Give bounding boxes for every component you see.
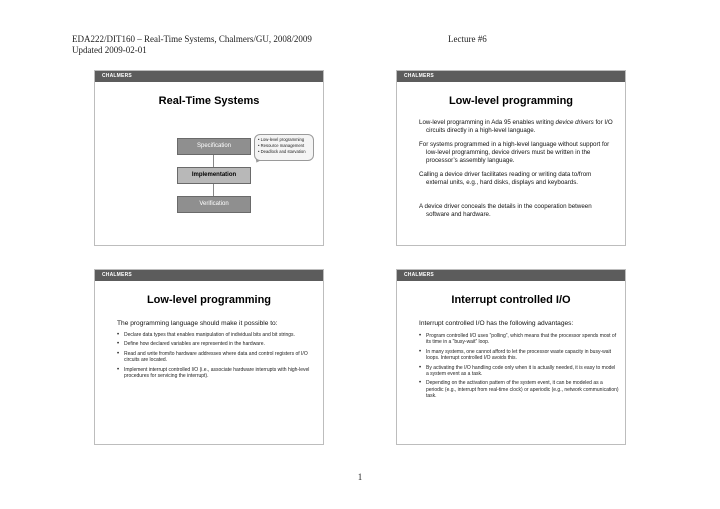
- bullet-list: [117, 332, 317, 382]
- bullet-list: [419, 333, 619, 403]
- list-item: • Define how declared variables are represented in the hardware.: [117, 341, 317, 347]
- text-run: for I/O circuits directly in a high-level language.: [426, 119, 613, 135]
- slide-title: Real-Time Systems: [158, 95, 260, 107]
- brand-logo: CHALMERS: [404, 73, 434, 79]
- paragraph: [419, 119, 615, 135]
- phase-verification: Verification: [177, 196, 251, 213]
- intro-text: The programming language should make it possible to:: [117, 320, 278, 327]
- list-item: • Depending on the activation pattern of the system event, it can be modeled as a periodic (e.g., interrupt from real-time clock) or aperiodic (e.g., network communication) task.: [419, 380, 619, 399]
- callout-item: • Low-level programming: [258, 137, 305, 142]
- slide-header-bar: [95, 71, 323, 82]
- text-emphasis: device drivers: [555, 119, 594, 126]
- slide-1: [94, 70, 324, 246]
- phase-specification: Specification: [177, 138, 251, 155]
- page-header: [72, 34, 312, 56]
- list-item: • Program controlled I/O uses “polling”, which means that the processor spends most of its time in a “busy-wait” loop.: [419, 333, 619, 346]
- slide-header-bar: [95, 270, 323, 281]
- page-number: 1: [357, 472, 363, 482]
- slide-2: [396, 70, 626, 246]
- callout-item: • Resource management: [258, 143, 305, 148]
- intro-text: Interrupt controlled I/O has the following advantages:: [419, 320, 574, 327]
- lecture-number: Lecture #6: [448, 34, 487, 44]
- list-item: • By activating the I/O handling code only when it is actually needed, it is easy to model a system event as a task.: [419, 365, 619, 378]
- list-item: • Read and write from/to hardware addresses where data and control registers of I/O circuits are located.: [117, 351, 317, 364]
- list-item: • In many systems, one cannot afford to let the processor waste capacity in busy-wait loops. Interrupt controlled I/O avoids this.: [419, 349, 619, 362]
- updated-date: Updated 2009-02-01: [72, 45, 147, 55]
- text-run: Low-level programming in Ada 95 enables writing: [419, 119, 556, 126]
- brand-logo: CHALMERS: [102, 73, 132, 79]
- list-item: • Declare data types that enables manipulation of individual bits and bit strings.: [117, 332, 317, 338]
- brand-logo: CHALMERS: [404, 272, 434, 278]
- paragraph: [419, 203, 615, 219]
- slide-header-bar: [397, 270, 625, 281]
- slide-3: [94, 269, 324, 445]
- slide-title: Low-level programming: [448, 95, 574, 107]
- slide-header-bar: [397, 71, 625, 82]
- course-title: EDA222/DIT160 – Real-Time Systems, Chalmers/GU, 2008/2009: [72, 34, 312, 44]
- connector-line: [213, 155, 214, 167]
- paragraph: [419, 141, 615, 166]
- paragraph: [419, 171, 615, 187]
- slide-4: [396, 269, 626, 445]
- callout-item: • Deadlock and starvation: [258, 149, 306, 154]
- list-item: • Implement interrupt controlled I/O (i.e., associate hardware interrupts with high-level procedures for servicing the interrupt).: [117, 367, 317, 380]
- callout-bubble: [254, 134, 314, 161]
- brand-logo: CHALMERS: [102, 272, 132, 278]
- slide-title: Low-level programming: [146, 294, 272, 306]
- connector-line: [213, 184, 214, 196]
- paragraph-text: Calling a device driver facilitates reading or writing data to/from external units, e.g., hard disks, displays and keyboards.: [419, 171, 592, 187]
- slide-title: Interrupt controlled I/O: [451, 294, 571, 306]
- paragraph-text: A device driver conceals the details in the cooperation between software and hardware.: [419, 203, 592, 219]
- paragraph-text: For systems programmed in a high-level language without support for low-level programming, device drivers must be written in the processor’s assembly language.: [419, 141, 610, 165]
- phase-implementation: Implementation: [177, 167, 251, 184]
